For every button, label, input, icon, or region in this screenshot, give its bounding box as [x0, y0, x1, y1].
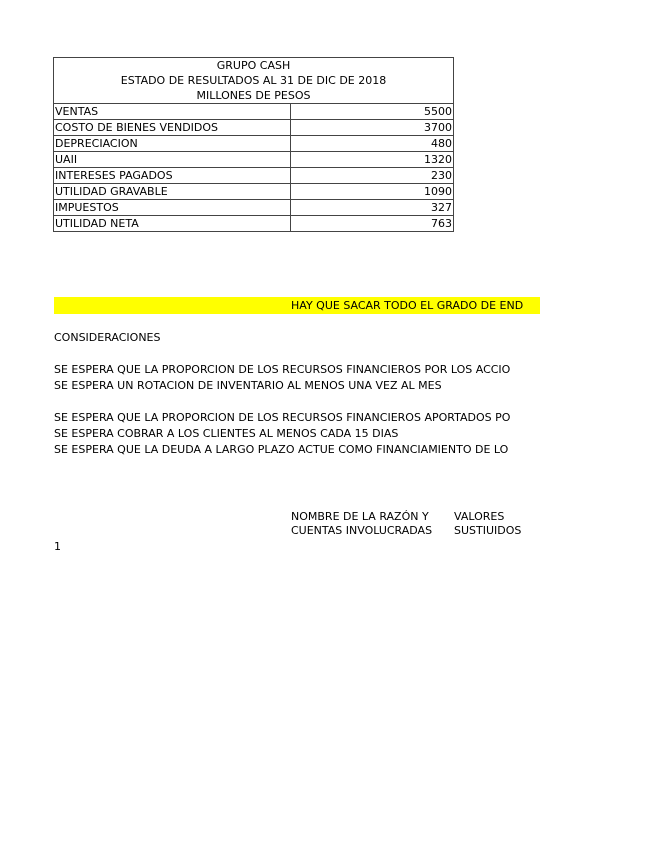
consideration-line: SE ESPERA QUE LA PROPORCION DE LOS RECURSOS FINANCIEROS APORTADOS PO — [54, 411, 511, 424]
table-row — [54, 120, 454, 136]
ratio-name-header-line1: NOMBRE DE LA RAZÓN Y — [291, 510, 429, 523]
row-label: UTILIDAD NETA — [54, 216, 291, 232]
table-row — [54, 152, 454, 168]
row-label: UTILIDAD GRAVABLE — [54, 184, 291, 200]
row-label: VENTAS — [54, 104, 291, 120]
values-header-line2: SUSTIUIDOS — [454, 524, 522, 537]
item-number: 1 — [54, 540, 61, 553]
row-label: IMPUESTOS — [54, 200, 291, 216]
table-row — [54, 104, 454, 120]
row-label: INTERESES PAGADOS — [54, 168, 291, 184]
row-value: 763 — [291, 216, 454, 232]
statement-units: MILLONES DE PESOS — [54, 88, 454, 104]
consideration-line: SE ESPERA QUE LA PROPORCION DE LOS RECURSOS FINANCIEROS POR LOS ACCIO — [54, 363, 511, 376]
considerations-heading: CONSIDERACIONES — [54, 331, 161, 344]
highlight-text: HAY QUE SACAR TODO EL GRADO DE END — [291, 299, 524, 312]
table-row — [54, 216, 454, 232]
table-row — [54, 200, 454, 216]
row-value: 230 — [291, 168, 454, 184]
row-label: UAII — [54, 152, 291, 168]
table-row — [54, 168, 454, 184]
row-label: COSTO DE BIENES VENDIDOS — [54, 120, 291, 136]
consideration-line: SE ESPERA UN ROTACION DE INVENTARIO AL MENOS UNA VEZ AL MES — [54, 379, 442, 392]
consideration-line: SE ESPERA QUE LA DEUDA A LARGO PLAZO ACTUE COMO FINANCIAMIENTO DE LO — [54, 443, 509, 456]
statement-title: ESTADO DE RESULTADOS AL 31 DE DIC DE 2018 — [54, 73, 454, 88]
company-name: GRUPO CASH — [54, 58, 454, 74]
table-row — [54, 184, 454, 200]
consideration-line: SE ESPERA COBRAR A LOS CLIENTES AL MENOS CADA 15 DIAS — [54, 427, 399, 440]
row-value: 1090 — [291, 184, 454, 200]
row-value: 3700 — [291, 120, 454, 136]
row-value: 327 — [291, 200, 454, 216]
row-value: 5500 — [291, 104, 454, 120]
values-header-line1: VALORES — [454, 510, 505, 523]
table-row — [54, 136, 454, 152]
row-label: DEPRECIACION — [54, 136, 291, 152]
ratio-name-header-line2: CUENTAS INVOLUCRADAS — [291, 524, 433, 537]
row-value: 1320 — [291, 152, 454, 168]
income-statement-table — [53, 57, 454, 232]
row-value: 480 — [291, 136, 454, 152]
